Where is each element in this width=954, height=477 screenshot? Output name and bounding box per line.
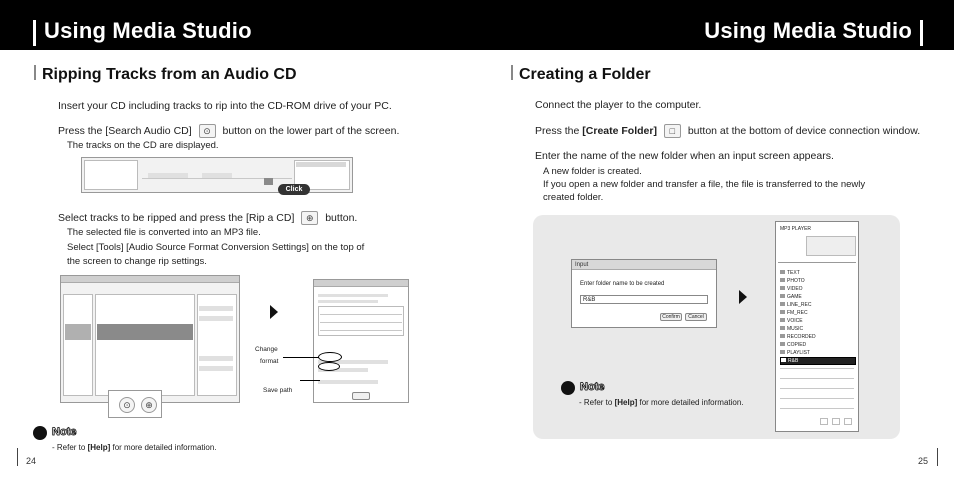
folder-item-9[interactable]: RECORDED — [780, 334, 816, 340]
change-format-label-2: format — [260, 358, 279, 365]
left-step-3-sub1: The selected file is converted into an MP3 file. — [67, 227, 261, 238]
cd-search-screenshot — [81, 157, 353, 193]
right-step-3-sub1: A new folder is created. — [543, 166, 642, 177]
left-step-2: Press the [Search Audio CD] ⊙ button on the lower part of the screen. — [58, 125, 400, 137]
header-title-left: Using Media Studio — [44, 18, 252, 43]
header-divider-left — [33, 20, 36, 46]
folder-item-8[interactable]: MUSIC — [780, 326, 803, 332]
media-studio-screenshot — [60, 275, 240, 403]
search-cd-zoom-icon: ⊙ — [119, 397, 135, 413]
right-step-1: Connect the player to the computer. — [535, 99, 702, 111]
change-format-label-1: Change — [255, 346, 278, 353]
left-step-2-sub: The tracks on the CD are displayed. — [67, 140, 219, 151]
cancel-button[interactable]: Cancel — [685, 313, 707, 321]
left-step-1: Insert your CD including tracks to rip into the CD-ROM drive of your PC. — [58, 100, 392, 112]
folder-name-input[interactable]: R&B — [580, 295, 708, 304]
right-note-text: - Refer to [Help] for more detailed information. — [579, 398, 744, 407]
arrow-right-icon — [270, 305, 278, 319]
folder-item-6[interactable]: FM_REC — [780, 310, 808, 316]
rip-buttons-zoom — [108, 390, 162, 418]
header-title-right: Using Media Studio — [704, 18, 912, 43]
right-step-2: Press the [Create Folder] □ button at the bottom of device connection window. — [535, 125, 921, 137]
click-badge: Click — [278, 184, 310, 195]
left-note-text: - Refer to [Help] for more detailed information. — [52, 443, 217, 452]
right-section-title: Creating a Folder — [511, 65, 651, 84]
rip-cd-icon: ⊕ — [301, 211, 318, 225]
change-format-marker — [318, 352, 342, 362]
input-dialog-title: Input — [572, 260, 716, 270]
search-audio-cd-icon: ⊙ — [199, 124, 216, 138]
note-dot-icon — [33, 426, 47, 440]
folder-item-10[interactable]: COPIED — [780, 342, 806, 348]
device-connection-window — [775, 221, 859, 432]
folder-item-11[interactable]: PLAYLIST — [780, 350, 810, 356]
right-step-3: Enter the name of the new folder when an input screen appears. — [535, 150, 834, 162]
left-step-3-sub2: Select [Tools] [Audio Source Format Conversion Settings] on the top of — [67, 242, 365, 253]
folder-item-1[interactable]: TEXT — [780, 270, 800, 276]
right-page-rule — [937, 448, 938, 466]
left-note-label: Note — [52, 426, 77, 438]
save-path-label: Save path — [263, 387, 293, 394]
folder-item-7[interactable]: VOICE — [780, 318, 803, 324]
left-page-number: 24 — [26, 456, 37, 466]
input-dialog-prompt: Enter folder name to be created — [580, 281, 665, 287]
note-dot-icon-right — [561, 381, 575, 395]
save-path-marker — [318, 362, 340, 371]
folder-item-5[interactable]: LINE_REC — [780, 302, 811, 308]
device-header: MP3 PLAYER — [780, 226, 812, 232]
confirm-button[interactable]: Confirm — [660, 313, 682, 321]
create-folder-icon: □ — [664, 124, 681, 138]
left-step-3: Select tracks to be ripped and press the [Rip a CD] ⊕ button. — [58, 212, 358, 224]
input-dialog — [571, 259, 717, 328]
left-step-3-sub3: the screen to change rip settings. — [67, 256, 207, 267]
left-section-title: Ripping Tracks from an Audio CD — [34, 65, 297, 84]
right-step-3-sub2: If you open a new folder and transfer a file, the file is transferred to the newly — [543, 179, 866, 190]
right-note-label: Note — [580, 381, 605, 393]
header-divider-right — [920, 20, 923, 46]
folder-item-new[interactable]: R&B — [780, 357, 856, 365]
right-page-number: 25 — [918, 456, 929, 466]
rip-cd-zoom-icon: ⊕ — [141, 397, 157, 413]
folder-item-4[interactable]: GAME — [780, 294, 802, 300]
left-page-rule — [17, 448, 18, 466]
folder-item-3[interactable]: VIDEO — [780, 286, 803, 292]
folder-item-2[interactable]: PHOTO — [780, 278, 805, 284]
right-step-3-sub3: created folder. — [543, 192, 604, 203]
arrow-right-icon-2 — [739, 290, 747, 304]
conversion-settings-screenshot — [313, 279, 409, 403]
